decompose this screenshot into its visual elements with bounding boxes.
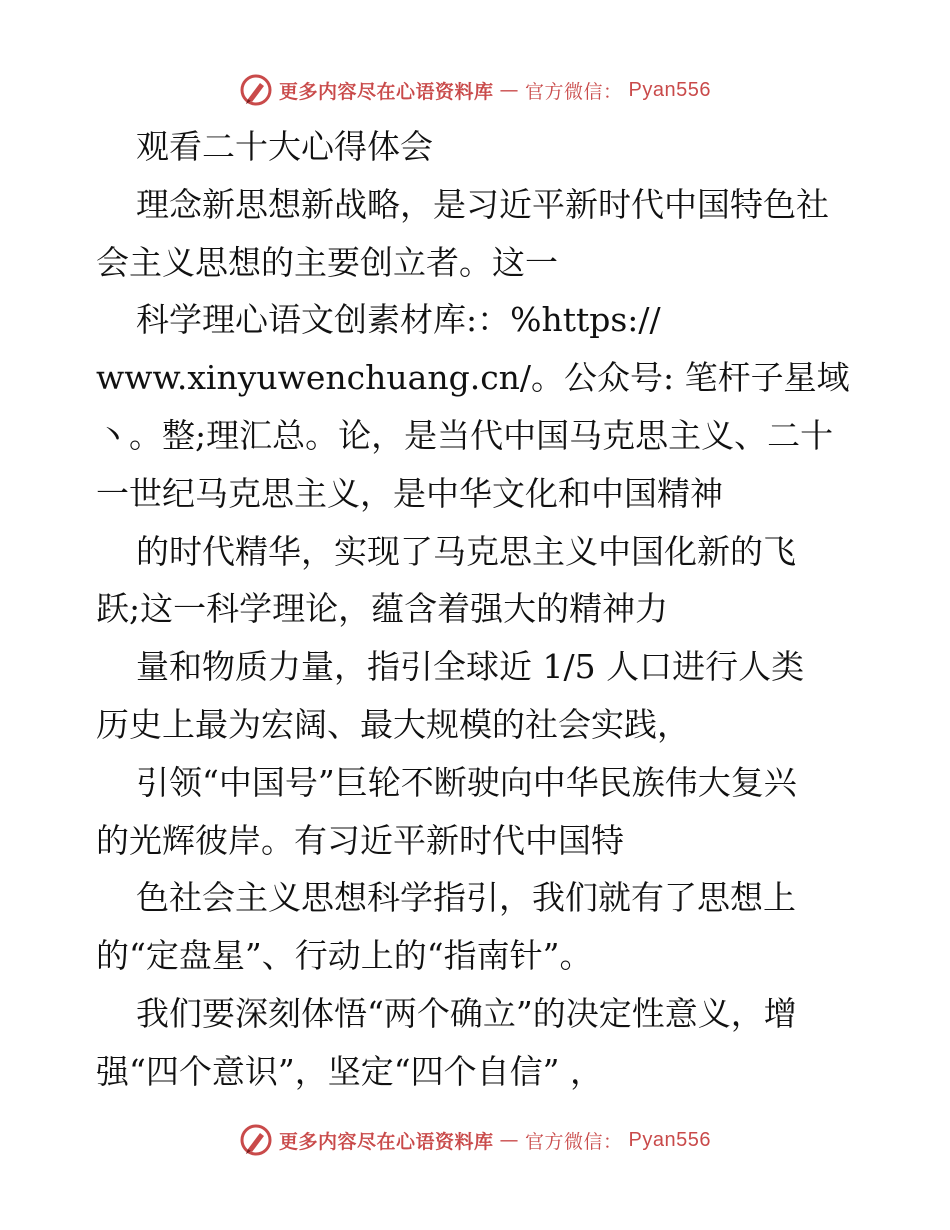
document-body xyxy=(96,118,866,1101)
text-line: 丶。整;理汇总。论，是当代中国马克思主义、二十 xyxy=(96,415,834,455)
text-line: 一世纪马克思主义，是中华文化和中国精神 xyxy=(96,473,723,513)
text-line: 的“定盘星”、行动上的“指南针”。 xyxy=(96,936,593,976)
text-line: 的时代精华，实现了马克思主义中国化新的飞 xyxy=(136,531,796,571)
banner-dash: — xyxy=(499,79,520,101)
text-line: 科学理心语文创素材库:：%https:// xyxy=(136,300,661,340)
banner-main-text: 更多内容尽在心语资料库 xyxy=(279,1130,494,1153)
text-line: 理念新思想新战略，是习近平新时代中国特色社 xyxy=(136,184,829,224)
red-pen-circle-icon xyxy=(239,73,273,107)
text-line: www.xinyuwenchuang.cn/。公众号: 笔杆子星域 xyxy=(96,358,850,398)
document-title: 观看二十大心得体会 xyxy=(136,127,433,166)
banner-dash: — xyxy=(499,1129,520,1151)
text-line: 色社会主义思想科学指引，我们就有了思想上 xyxy=(136,878,796,918)
red-pen-circle-icon xyxy=(239,1123,273,1157)
text-line: 引领“中国号”巨轮不断驶向中华民族伟大复兴 xyxy=(136,762,797,802)
text-line: 历史上最为宏阔、最大规模的社会实践， xyxy=(96,704,690,744)
text-line: 量和物质力量，指引全球近 1/5 人口进行人类 xyxy=(136,647,805,687)
text-line: 强“四个意识”，坚定“四个自信” ， xyxy=(96,1051,603,1091)
banner-main-text: 更多内容尽在心语资料库 xyxy=(279,80,494,103)
banner-account-text: 官方微信： xyxy=(525,80,623,103)
banner-account-text: 官方微信： xyxy=(525,1130,623,1153)
footer-banner xyxy=(0,1120,950,1160)
text-line: 会主义思想的主要创立者。这一 xyxy=(96,242,558,282)
header-banner xyxy=(0,70,950,110)
text-line: 的光辉彼岸。有习近平新时代中国特 xyxy=(96,820,624,860)
text-line: 我们要深刻体悟“两个确立”的决定性意义，增 xyxy=(136,993,797,1033)
text-line: 跃;这一科学理论，蕴含着强大的精神力 xyxy=(96,589,669,629)
banner-handle: Pyan556 xyxy=(628,1128,711,1151)
banner-handle: Pyan556 xyxy=(628,78,711,101)
